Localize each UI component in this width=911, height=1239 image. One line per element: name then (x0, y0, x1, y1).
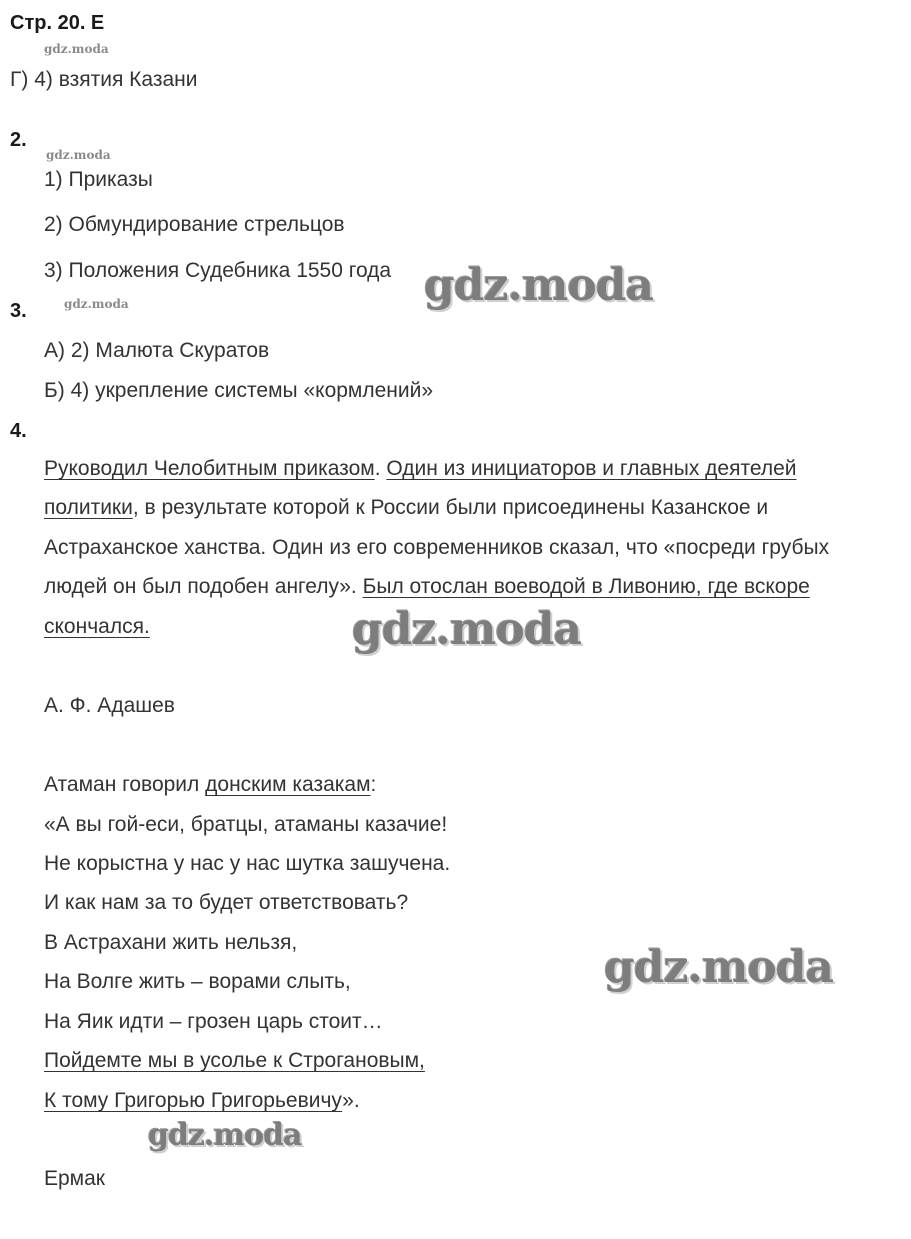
poem-line-underlined (44, 1048, 425, 1074)
poem-line: В Астрахани жить нельзя, (44, 931, 298, 954)
watermark-medium: gdz.moda (148, 1118, 302, 1153)
poem-line: На Яик идти – грозен царь стоит… (44, 1010, 383, 1033)
page-title: Стр. 20. Е (10, 12, 105, 34)
poem-line: «А вы гой-еси, братцы, атаманы казачие! (44, 813, 448, 836)
q4-para-line-4: людей он был подобен ангелу». Был отослан воеводой в Ливонию, где вскоре (44, 575, 810, 598)
q4-answer-2: Ермак (44, 1167, 105, 1190)
answer-g: Г) 4) взятия Казани (10, 68, 198, 91)
poem-line-underlined: К тому Григорью Григорьевичу». (44, 1089, 360, 1112)
q3-item-a: А) 2) Малюта Скуратов (44, 339, 270, 362)
q2-item-3: 3) Положения Судебника 1550 года (44, 259, 392, 282)
q2-item-2: 2) Обмундирование стрельцов (44, 213, 345, 236)
underlined-fact: донским казакам (205, 773, 371, 796)
poem-line: Не корыстна у нас у нас шутка зашучена. (44, 852, 451, 875)
underlined-fact: Пойдемте мы в усолье к Строгановым, (44, 1049, 425, 1072)
q4-para-line-3: Астраханское ханства. Один из его современников сказал, что «посреди грубых (44, 536, 830, 559)
underlined-fact: скончался. (44, 615, 150, 638)
underlined-fact: политики (44, 496, 133, 519)
question-2-number: 2. (10, 129, 27, 151)
question-4-number: 4. (10, 420, 27, 442)
watermark-small: gdz.moda (46, 148, 111, 162)
q4-para-line-5 (44, 614, 150, 640)
poem-line: На Волге жить – ворами слыть, (44, 970, 351, 993)
q4-answer-1: А. Ф. Адашев (44, 694, 175, 717)
underlined-fact: Один из инициаторов и главных деятелей (386, 457, 797, 480)
question-3-number: 3. (10, 300, 27, 322)
poem-line: И как нам за то будет ответствовать? (44, 891, 409, 914)
watermark-small: gdz.moda (44, 42, 109, 56)
q4-para-line-2: политики, в результате которой к России были присоединены Казанское и (44, 496, 769, 519)
q3-item-b: Б) 4) укрепление системы «кормлений» (44, 379, 434, 402)
watermark-large: gdz.moda (604, 942, 834, 993)
underlined-fact: Был отослан воеводой в Ливонию, где вскоре (362, 575, 810, 598)
underlined-fact: Руководил Челобитным приказом (44, 457, 375, 480)
watermark-large: gdz.moda (424, 260, 654, 311)
watermark-small: gdz.moda (64, 297, 129, 311)
q2-item-1: 1) Приказы (44, 168, 153, 191)
watermark-large: gdz.moda (352, 604, 582, 655)
underlined-fact: К тому Григорью Григорьевичу (44, 1089, 343, 1112)
poem-intro: Атаман говорил донским казакам: (44, 773, 377, 796)
q4-para-line-1: Руководил Челобитным приказом. Один из инициаторов и главных деятелей (44, 457, 797, 480)
